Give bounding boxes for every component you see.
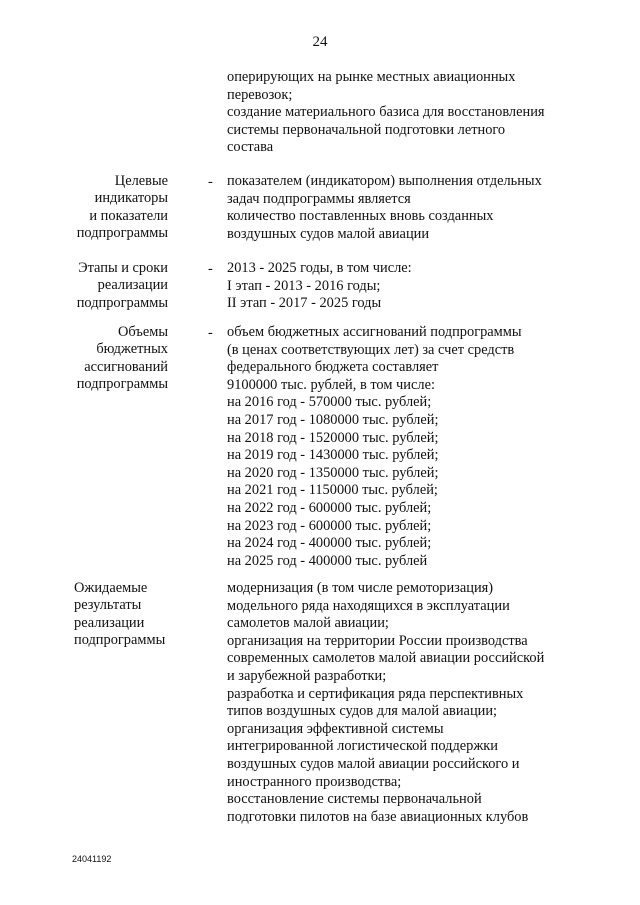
section-label-targets <box>60 173 168 243</box>
content-line: 9100000 тыс. рублей, в том числе: <box>227 376 435 393</box>
content-line: современных самолетов малой авиации российской <box>227 650 545 667</box>
label-line: результаты <box>74 597 142 614</box>
content-line: типов воздушных судов для малой авиации; <box>227 703 498 720</box>
section-content-budget <box>227 324 627 570</box>
content-line: II этап - 2017 - 2025 годы <box>227 295 382 312</box>
content-line: модернизация (в том числе ремоторизация) <box>227 580 494 596</box>
budget-year-line: на 2025 год - 400000 тыс. рублей <box>227 552 428 569</box>
label-line: подпрограммы <box>74 632 166 649</box>
content-line: восстановление системы первоначальной <box>227 791 482 808</box>
content-line: показателем (индикатором) выполнения отдельных <box>227 173 542 189</box>
section-label-stages <box>60 260 168 312</box>
budget-year-line: на 2023 год - 600000 тыс. рублей; <box>227 517 432 534</box>
content-line: и зарубежной разработки; <box>227 667 387 684</box>
content-line: федерального бюджета составляет <box>227 359 439 376</box>
label-line: индикаторы <box>94 190 168 207</box>
intro-line: создание материального базиса для восстановления <box>227 104 545 121</box>
budget-year-line: на 2024 год - 400000 тыс. рублей; <box>227 535 432 552</box>
section-content-targets <box>227 173 627 243</box>
content-line: воздушных судов малой авиации российского и <box>227 755 520 772</box>
label-line: Объемы <box>118 324 168 340</box>
label-line: подпрограммы <box>76 225 168 242</box>
section-dash: - <box>208 261 213 277</box>
label-line: ассигнований <box>84 358 168 375</box>
page-number: 24 <box>312 34 328 50</box>
content-line: воздушных судов малой авиации <box>227 225 430 242</box>
label-line: реализации <box>74 614 145 631</box>
label-line: Целевые <box>114 173 168 189</box>
section-content-stages <box>227 260 627 313</box>
section-dash: - <box>208 174 213 190</box>
content-line: 2013 - 2025 годы, в том числе: <box>227 260 412 276</box>
content-line: подготовки пилотов на базе авиационных клубов <box>227 808 529 825</box>
intro-block <box>227 69 627 157</box>
content-line: разработка и сертификация ряда перспективных <box>227 685 524 702</box>
budget-year-line: на 2016 год - 570000 тыс. рублей; <box>227 394 432 411</box>
budget-year-line: на 2022 год - 600000 тыс. рублей; <box>227 499 432 516</box>
budget-year-line: на 2021 год - 1150000 тыс. рублей; <box>227 482 438 499</box>
content-line: I этап - 2013 - 2016 годы; <box>227 277 381 294</box>
label-line: Ожидаемые <box>74 580 148 596</box>
section-dash: - <box>208 325 213 341</box>
label-line: Этапы и сроки <box>78 260 168 276</box>
intro-line: состава <box>227 139 274 156</box>
content-line: объем бюджетных ассигнований подпрограммы <box>227 324 522 340</box>
section-label-budget <box>60 324 168 394</box>
content-line: самолетов малой авиации; <box>227 615 389 632</box>
budget-year-line: на 2019 год - 1430000 тыс. рублей; <box>227 447 439 464</box>
label-line: реализации <box>97 277 168 294</box>
content-line: (в ценах соответствующих лет) за счет средств <box>227 341 515 358</box>
content-line: интегрированной логистической поддержки <box>227 738 498 755</box>
budget-year-line: на 2020 год - 1350000 тыс. рублей; <box>227 464 439 481</box>
intro-line: системы первоначальной подготовки летного <box>227 121 506 138</box>
label-line: подпрограммы <box>76 294 168 311</box>
content-line: иностранного производства; <box>227 773 402 790</box>
content-line: задач подпрограммы является <box>227 190 411 207</box>
section-label-results <box>74 580 194 650</box>
content-line: организация эффективной системы <box>227 720 444 737</box>
intro-line: оперирующих на рынке местных авиационных <box>227 69 516 85</box>
intro-line: перевозок; <box>227 86 293 103</box>
content-line: количество поставленных вновь созданных <box>227 208 494 225</box>
content-line: модельного ряда находящихся в эксплуатации <box>227 597 510 614</box>
label-line: подпрограммы <box>76 376 168 393</box>
budget-year-line: на 2017 год - 1080000 тыс. рублей; <box>227 411 439 428</box>
budget-year-line: на 2018 год - 1520000 тыс. рублей; <box>227 429 439 446</box>
label-line: бюджетных <box>96 341 168 358</box>
label-line: и показатели <box>89 207 168 224</box>
content-line: организация на территории России производства <box>227 632 528 649</box>
section-content-results <box>227 580 627 826</box>
footer-document-code: 24041192 <box>72 854 112 864</box>
